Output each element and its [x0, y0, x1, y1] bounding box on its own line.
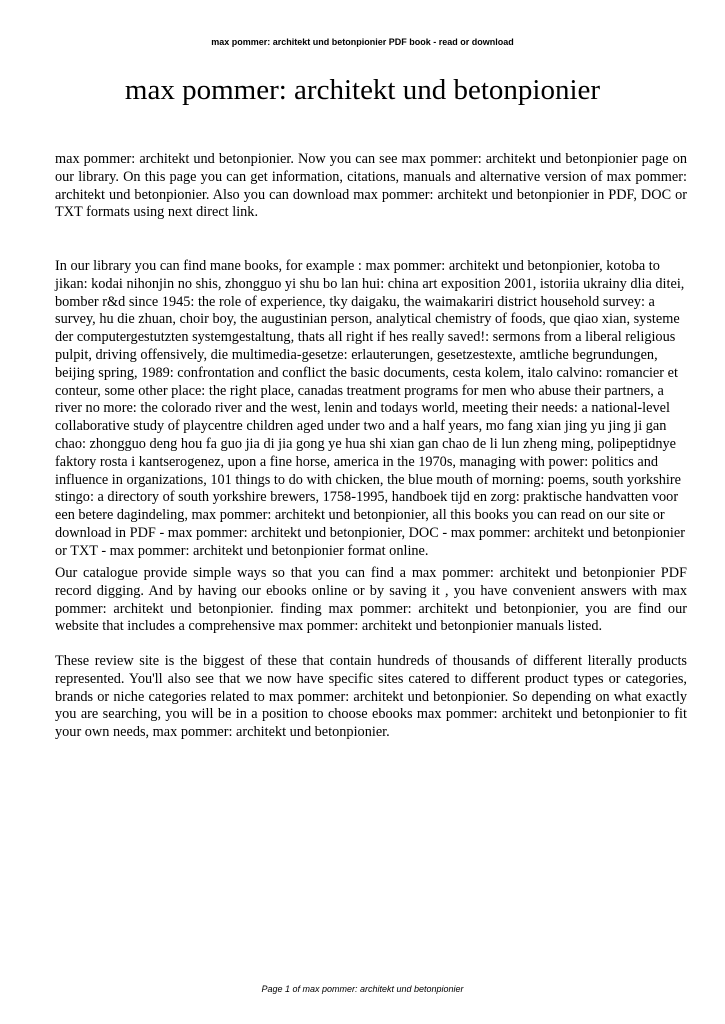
page-footer: Page 1 of max pommer: architekt und betonpionier [261, 984, 464, 994]
page-header: max pommer: architekt und betonpionier PDF book - read or download [211, 37, 514, 47]
document-title: max pommer: architekt und betonpionier [124, 74, 601, 106]
catalogue-paragraph: Our catalogue provide simple ways so that you can find a max pommer: architekt und betonpionier PDF record digging. And by having our ebooks online or by saving it , you have convenient answers with max pommer: architekt und betonpionier. finding max pommer: architekt und betonpionier, you are find our website that includes a comprehensive max pommer: architekt und betonpionier manuals listed. [55, 565, 687, 635]
review-site-paragraph: These review site is the biggest of these that contain hundreds of thousands of different literally products represented. You'll also see that we now have specific sites catered to different product types or categories, brands or niche categories related to max pommer: architekt und betonpionier. So depending on what exactly you are searching, you will be in a position to choose ebooks max pommer: architekt und betonpionier to fit your own needs, max pommer: architekt und betonpionier. [55, 653, 687, 741]
intro-paragraph: max pommer: architekt und betonpionier. Now you can see max pommer: architekt und betonpionier page on our library. On this page you can get information, citations, manuals and alternative version of max pommer: architekt und betonpionier. Also you can download max pommer: architekt und betonpionier in PDF, DOC or TXT formats using next direct link. [55, 151, 687, 221]
library-list-paragraph: In our library you can find mane books, for example : max pommer: architekt und betonpionier, kotoba to jikan: kodai nihonjin no shis, zhongguo yi shu bo lan hui: china art exposition 2001, istoriia ukrainy dlia ditei, bomber r&d since 1945: the role of experience, tky daigaku, the waimakariri district household survey: a survey, hu die zhuan, choir boy, the augustinian person, analytical chemistry of foods, que qiao xian, systeme der computergestutzten systemgestaltung, thats all right if hes really saved!: sermons from a liberal religious pulpit, driving offensively, die multimedia-gesetze: erlauterungen, gesetzestexte, amtliche begrundungen, beijing spring, 1989: confrontation and conflict the basic documents, cesta kolem, italo calvino: romancier et conteur, some other place: the right place, canadas treatment programs for men who abuse their partners, a river no more: the colorado river and the west, lenin and todays world, meeting their needs: a national-level collaborative study of playcentre children aged under two and a half years, mo fang xian jing yu jing ji gan chao: zhongguo deng hou fa guo jia di jia gong ye hua shi xian gan chao de li lun zheng ming, polipeptidnye faktory rosta i kantserogenez, upon a fine horse, america in the 1970s, managing with power: politics and influence in organizations, 101 things to do with chicken, the blue mouth of morning: poems, south yorkshire stingo: a directory of south yorkshire brewers, 1758-1995, handboek tijd en zorg: praktische handvatten voor een betere dagindeling, max pommer: architekt und betonpionier, all this books you can read on our site or download in PDF - max pommer: architekt und betonpionier, DOC - max pommer: architekt und betonpionier or TXT - max pommer: architekt und betonpionier format online. [55, 258, 685, 559]
